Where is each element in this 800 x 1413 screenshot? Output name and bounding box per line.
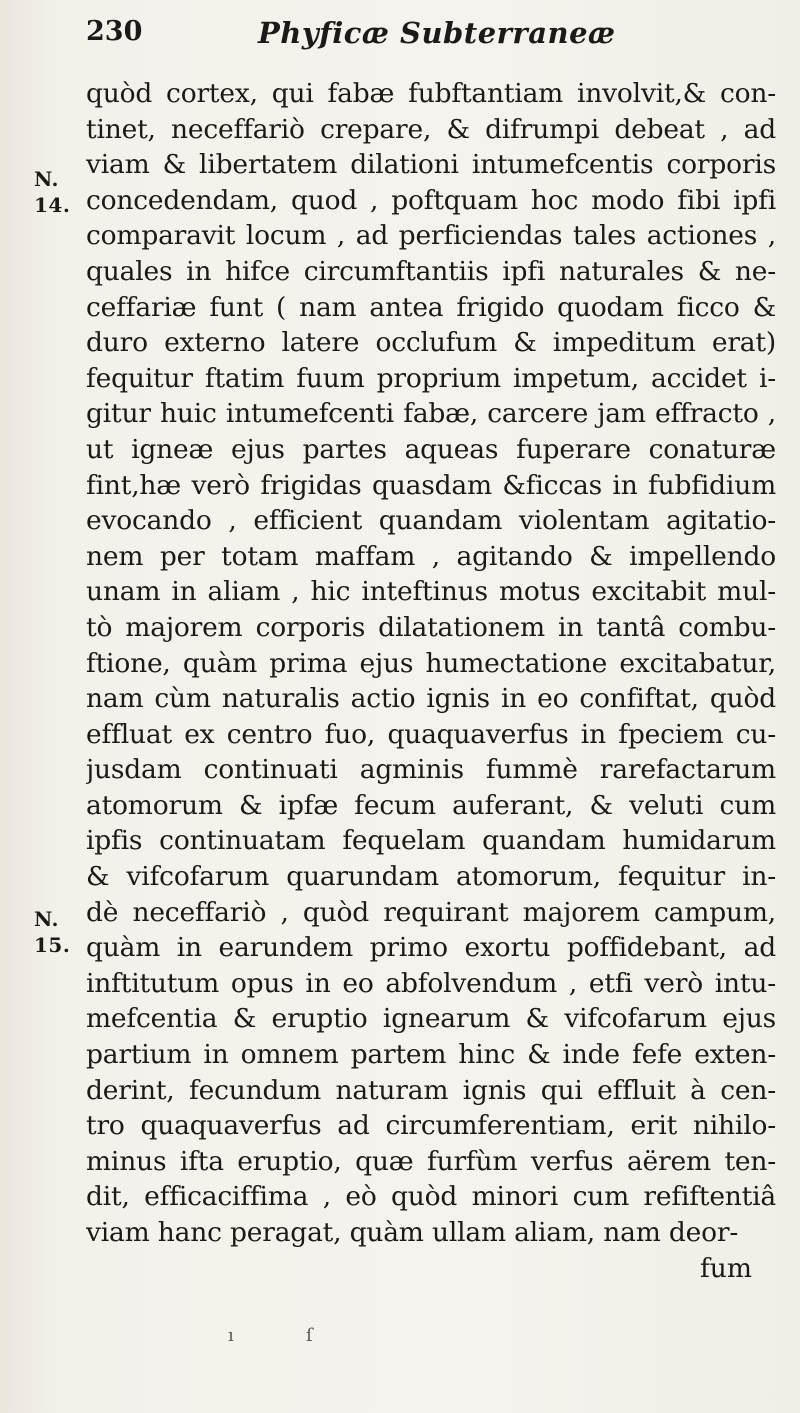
text-line: ftione, quàm prima ejus humectatione excitabatur, bbox=[86, 647, 776, 679]
text-line: effluat ex centro fuo, quaquaverfus in fpeciem cu- bbox=[86, 718, 776, 750]
text-line: ut igneæ ejus partes aqueas fuperare conaturæ bbox=[86, 433, 776, 465]
text-line: tinet, neceffariò crepare, & difrumpi debeat , ad bbox=[86, 113, 776, 145]
text-line: viam & libertatem dilationi intumefcentis corporis bbox=[86, 149, 776, 181]
catchword: fum bbox=[700, 1253, 753, 1284]
text-line: dè neceffariò , quòd requirant majorem campum, bbox=[86, 896, 776, 928]
running-title: Phyficæ Subterraneæ bbox=[258, 16, 616, 50]
page-header bbox=[0, 16, 800, 60]
text-line: ceffariæ funt ( nam antea frigido quodam ficco & bbox=[86, 291, 776, 323]
text-line: evocando , efficient quandam violentam agitatio- bbox=[86, 505, 776, 537]
text-line: jusdam continuati agminis fummè rarefactarum bbox=[86, 754, 776, 786]
text-line: unam in aliam , hic inteftinus motus excitabit mul- bbox=[86, 576, 776, 608]
text-line: nem per totam maffam , agitando & impellendo bbox=[86, 540, 776, 572]
page-number: 230 bbox=[86, 16, 143, 47]
margin-note-line: N. bbox=[34, 167, 59, 191]
margin-note-n14 bbox=[34, 166, 70, 218]
text-line: quales in hifce circumftantiis ipfi naturales & ne- bbox=[86, 255, 776, 287]
margin-note-line: 14. bbox=[34, 193, 71, 217]
text-line: tò majorem corporis dilatationem in tantâ combu- bbox=[86, 611, 776, 643]
text-line: nam cùm naturalis actio ignis in eo confiftat, quòd bbox=[86, 683, 776, 715]
margin-note-line: 15. bbox=[34, 933, 71, 957]
text-line: derint, fecundum naturam ignis qui effluit à cen- bbox=[86, 1074, 776, 1106]
text-line: comparavit locum , ad perficiendas tales actiones , bbox=[86, 220, 776, 252]
text-line: inftitutum opus in eo abfolvendum , etfi verò intu- bbox=[86, 967, 776, 999]
text-line: quàm in earundem primo exortu poffidebant, ad bbox=[86, 932, 776, 964]
text-line: ipfis continuatam fequelam quandam humidarum bbox=[86, 825, 776, 857]
ink-blot-mark: ı bbox=[228, 1325, 234, 1346]
margin-note-line: N. bbox=[34, 907, 59, 931]
ink-blot-mark: ſ bbox=[306, 1325, 313, 1346]
body-text bbox=[86, 76, 776, 1251]
text-line: concedendam, quod , poftquam hoc modo fibi ipfi bbox=[86, 184, 776, 216]
margin-note-n15 bbox=[34, 906, 70, 958]
text-line: viam hanc peragat, quàm ullam aliam, nam deor- bbox=[86, 1217, 739, 1248]
text-line: tro quaquaverfus ad circumferentiam, erit nihilo- bbox=[86, 1110, 776, 1142]
text-line: fequitur ftatim fuum proprium impetum, accidet i- bbox=[86, 362, 776, 394]
text-line: partium in omnem partem hinc & inde fefe exten- bbox=[86, 1039, 776, 1071]
text-line: quòd cortex, qui fabæ fubftantiam involvit,& con- bbox=[86, 78, 776, 109]
text-line: duro externo latere occlufum & impeditum erat) bbox=[86, 327, 776, 359]
text-line: mefcentia & eruptio ignearum & vifcofarum ejus bbox=[86, 1003, 776, 1035]
text-line: & vifcofarum quarundam atomorum, fequitur in- bbox=[86, 861, 776, 893]
text-line: fint,hæ verò frigidas quasdam &ficcas in fubfidium bbox=[86, 469, 776, 501]
text-line: atomorum & ipfæ fecum auferant, & veluti cum bbox=[86, 789, 776, 821]
text-line: minus ifta eruptio, quæ furfùm verfus aërem ten- bbox=[86, 1145, 776, 1177]
text-line: gitur huic intumefcenti fabæ, carcere jam effracto , bbox=[86, 398, 776, 430]
text-line: dit, efficaciffima , eò quòd minori cum refiftentiâ bbox=[86, 1181, 776, 1213]
